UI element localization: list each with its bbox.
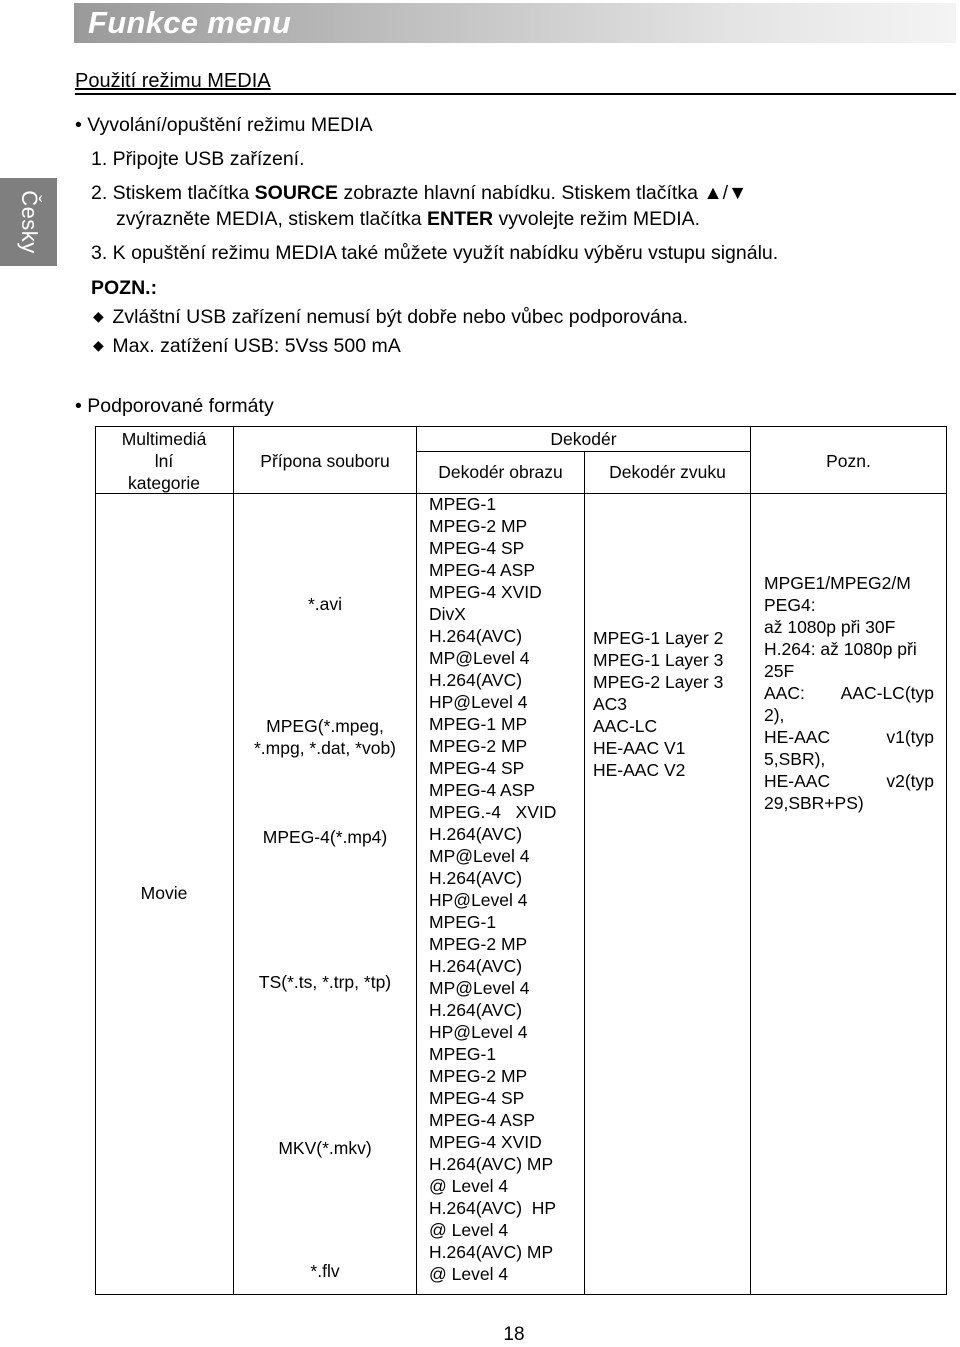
category-cell: Movie [140,883,188,903]
bullet-icon: • [75,114,88,136]
bullet-icon: • [75,395,88,417]
step-2-continued: zvýrazněte MEDIA, stiskem tlačítka ENTER vyvolejte režim MEDIA. [116,208,701,230]
language-tab [0,178,57,266]
step-2: 2. Stiskem tlačítka SOURCE zobrazte hlavní nabídku. Stiskem tlačítka ▲/▼ [91,182,748,204]
diamond-bullet-icon: ◆ [93,308,104,324]
header-note: Pozn. [826,451,871,471]
note-2: ◆ Max. zatížení USB: 5Vss 500 mA [93,335,401,357]
header-video-decoder: Dekodér obrazu [438,462,563,482]
formats-heading: • Podporované formáty [75,395,274,417]
step-1: 1. Připojte USB zařízení. [91,148,305,170]
invoke-heading: • Vyvolání/opuštění režimu MEDIA [75,114,373,136]
audio-decoder-list: MPEG-1 Layer 2 MPEG-1 Layer 3 MPEG-2 Layer 3 AC3 AAC-LC HE-AAC V1 HE-AAC V2 [593,628,724,780]
page-title: Funkce menu [88,5,292,40]
formats-table [95,426,947,1295]
header-bar [74,3,956,43]
extension-cell: TS(*.ts, *.trp, *tp) [258,972,392,992]
note-1: ◆ Zvláštní USB zařízení nemusí být dobře nebo vůbec podporována. [93,306,689,328]
section-divider [75,93,956,95]
step-3: 3. K opuštění režimu MEDIA také můžete využít nabídku výběru vstupu signálu. [91,242,779,264]
video-decoder-list: MPEG-1 MPEG-2 MP MPEG-4 SP MPEG-4 ASP MPEG-4 XVID DivX H.264(AVC) MP@Level 4 H.264(AVC) HP@Level 4 MPEG-1 MP MPEG-2 MP MPEG-4 SP MPEG-4 ASP MPEG.-4 XVID H.264(AVC) MP@Level 4 H.264(AVC) HP@Level 4 MPEG-1 MPEG-2 MP H.264(AVC) MP@Level 4 H.264(AVC) HP@Level 4 MPEG-1 MPEG-2 MP MPEG-4 SP MPEG-4 ASP MPEG-4 XVID H.264(AVC) MP @ Level 4 H.264(AVC) HP @ Level 4 H.264(AVC) MP @ Level 4 [429,494,557,1284]
extension-cell: MPEG-4(*.mp4) [262,827,388,847]
extension-cell: MKV(*.mkv) [278,1138,372,1158]
header-decoder: Dekodér [550,429,617,449]
header-extension: Přípona souboru [260,451,390,471]
note-label: POZN.: [91,277,158,299]
diamond-bullet-icon: ◆ [93,337,104,353]
language-tab-label: Česky [16,190,42,254]
note-cell: MPGE1/MPEG2/M PEG4: až 1080p při 30F H.264: až 1080p při 25F AAC: AAC-LC(typ 2), HE-AAC v1(typ 5,SBR), HE-AAC v2(typ 29,SBR+PS) [764,573,934,813]
extension-cell: MPEG(*.mpeg, *.mpg, *.dat, *vob) [253,716,397,758]
header-category: Multimediá lní kategorie [121,429,207,493]
extension-cell: *.avi [307,594,343,614]
section-title: Použití režimu MEDIA [75,70,271,92]
extension-cell: *.flv [310,1261,340,1281]
header-audio-decoder: Dekodér zvuku [609,462,726,482]
page-number: 18 [503,1324,525,1345]
